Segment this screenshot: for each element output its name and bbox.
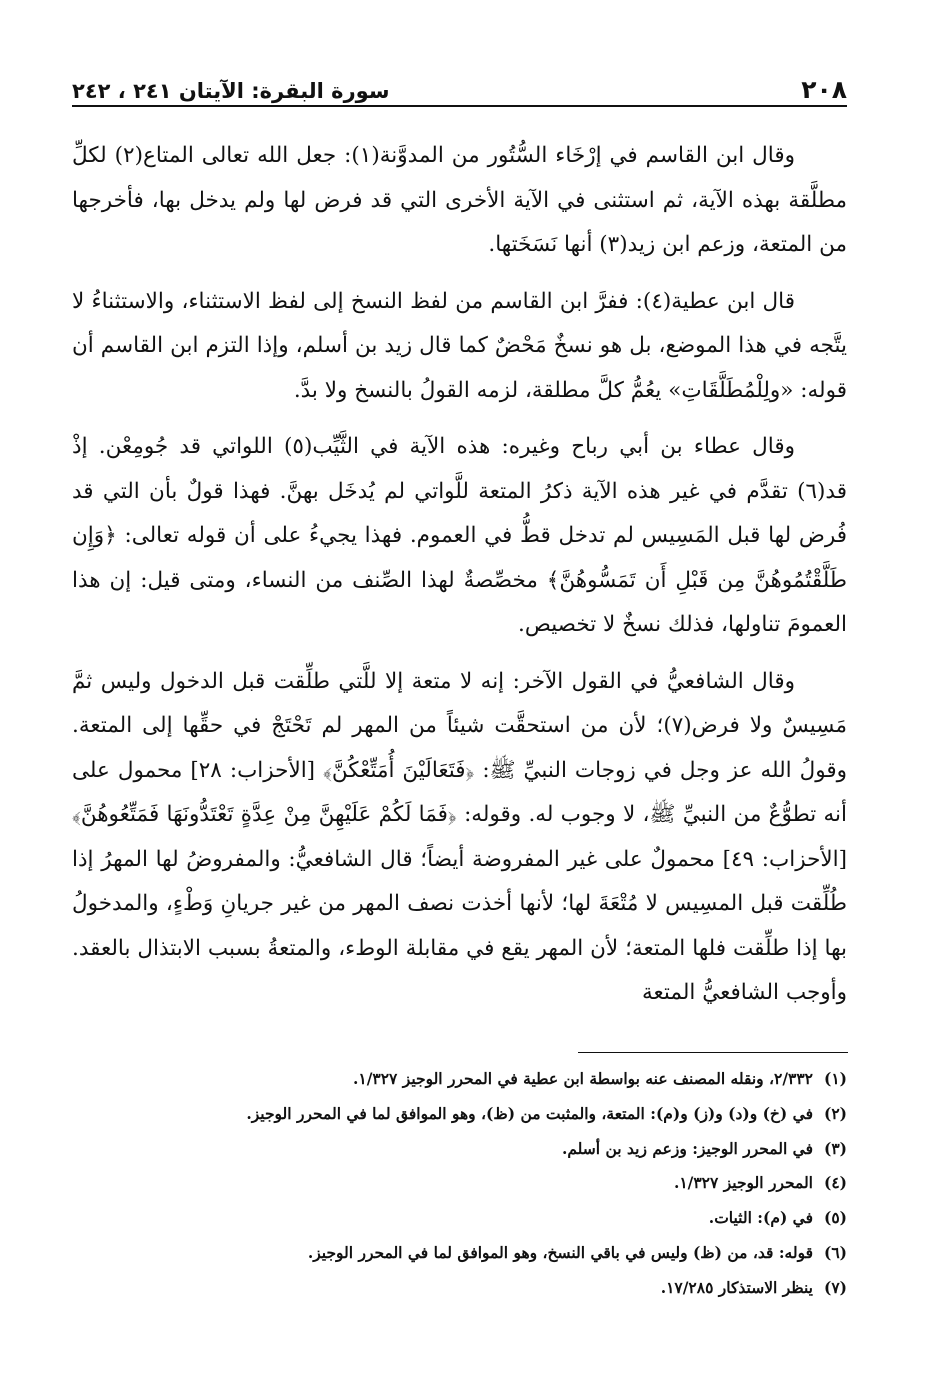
footnote-text: قوله: قد، من (ظ) وليس في باقي النسخ، وهو الموافق لما في المحرر الوجيز. bbox=[307, 1242, 813, 1262]
footnote-number: (٥) bbox=[823, 1208, 847, 1228]
footnote bbox=[150, 1132, 847, 1167]
footnote bbox=[150, 1166, 847, 1201]
footnote-divider bbox=[578, 1052, 848, 1053]
paragraph: وقال عطاء بن أبي رباح وغيره: هذه الآية في الثَّيِّب(٥) اللواتي قد جُومِعْن. إذْ قد(٦) تقدَّم في غير هذه الآية ذكرُ المتعة للَّواتي لم يُدخَل بهنَّ. فهذا قولٌ بأن التي قد فُرض لها قبل المَسِيس لم تدخل قطُّ في العموم. فهذا يجيءُ على أن قوله تعالى: ﴿وَإِن طَلَّقْتُمُوهُنَّ مِن قَبْلِ أَن تَمَسُّوهُنَّ﴾ مخصِّصةٌ لهذا الصِّنف من النساء، ومتى قيل: إن هذا العمومَ تناولها، فذلك نسخٌ لا تخصيص. bbox=[72, 434, 847, 637]
paragraph: وقال ابن القاسم في إرْخَاء السُّتُور من المدوَّنة(١): جعل الله تعالى المتاع(٢) لكلِّ مطلَّقة بهذه الآية، ثم استثنى في الآية الأخرى التي قد فرض لها ولم يدخل بها، فأخرجها من المتعة، وزعم ابن زيد(٣) أنها نَسَخَتها. bbox=[72, 143, 847, 257]
footnote-number: (٢) bbox=[823, 1103, 847, 1123]
running-title: سورة البقرة: الآيتان ٢٤١ ، ٢٤٢ bbox=[72, 79, 390, 103]
footnote-text: في المحرر الوجيز: وزعم زيد بن أسلم. bbox=[561, 1138, 813, 1158]
footnote bbox=[150, 1201, 847, 1236]
footnotes-list bbox=[150, 1062, 847, 1306]
footnote bbox=[150, 1097, 847, 1132]
page-header bbox=[72, 58, 847, 102]
footnote bbox=[150, 1062, 847, 1097]
footnote-number: (٧) bbox=[823, 1277, 847, 1297]
footnote-number: (١) bbox=[823, 1069, 847, 1088]
footnote-number: (٣) bbox=[823, 1138, 847, 1158]
paragraph: وقال الشافعيُّ في القول الآخر: إنه لا متعة إلا للَّتي طلِّقت قبل الدخول وليس ثمَّ مَسِيسٌ ولا فرض(٧)؛ لأن من استحقَّت شيئاً من المهر لم تَحْتَجْ في حقِّها إلى المتعة. وقولُ الله عز وجل في زوجات النبيِّ ﷺ: ﴿فَتَعَالَيْنَ أُمَتِّعْكُنَّ﴾ [الأحزاب: ٢٨] محمول على أنه تطوُّعٌ من النبيِّ ﷺ، لا وجوب له. وقوله: ﴿فَمَا لَكُمْ عَلَيْهِنَّ مِنْ عِدَّةٍ تَعْتَدُّونَهَا فَمَتِّعُوهُنَّ﴾ [الأحزاب: ٤٩] محمولٌ على غير المفروضة أيضاً؛ قال الشافعيُّ: والمفروضُ لها المهرُ إذا طُلِّقت قبل المسِيس لا مُتْعَةَ لها؛ لأنها أخذت نصف المهر من غير جريانِ وَطْءٍ، والمدخولُ بها إذا طلِّقت فلها المتعة؛ لأن المهر يقع في مقابلة الوطء، والمتعةُ بسبب الابتذال بالعقد. وأوجب الشافعيُّ المتعة bbox=[72, 668, 847, 1005]
footnote-text: في (خ) و(د) و(ز) و(م): المتعة، والمثبت من (ظ)، وهو الموافق لما في المحرر الوجيز. bbox=[246, 1103, 813, 1123]
footnote-text: ينظر الاستذكار ١٧/٢٨٥. bbox=[660, 1277, 813, 1297]
footnote-text: المحرر الوجيز ١/٣٢٧. bbox=[673, 1173, 813, 1193]
footnote-text: ٢/٣٣٢، ونقله المصنف عنه بواسطة ابن عطية في المحرر الوجيز ١/٣٢٧. bbox=[353, 1069, 813, 1088]
footnote-text: في (م): الثيات. bbox=[708, 1208, 813, 1228]
footnote bbox=[150, 1236, 847, 1271]
paragraph: قال ابن عطية(٤): ففرَّ ابن القاسم من لفظ النسخ إلى لفظ الاستثناء، والاستثناءُ لا يتَّجه في هذا الموضع، بل هو نسخٌ مَحْضٌ كما قال زيد بن أسلم، وإذا التزم ابن القاسم أن قوله: «ولِلْمُطَلَّقَاتِ» يعُمُّ كلَّ مطلقة، لزمه القولُ بالنسخ ولا بدَّ. bbox=[72, 288, 847, 403]
footnote-number: (٦) bbox=[823, 1242, 847, 1262]
main-text bbox=[72, 134, 847, 1028]
page-number: ٢٠٨ bbox=[801, 75, 847, 104]
footnote-number: (٤) bbox=[823, 1173, 847, 1193]
header-divider bbox=[72, 105, 847, 107]
footnote bbox=[150, 1271, 847, 1306]
